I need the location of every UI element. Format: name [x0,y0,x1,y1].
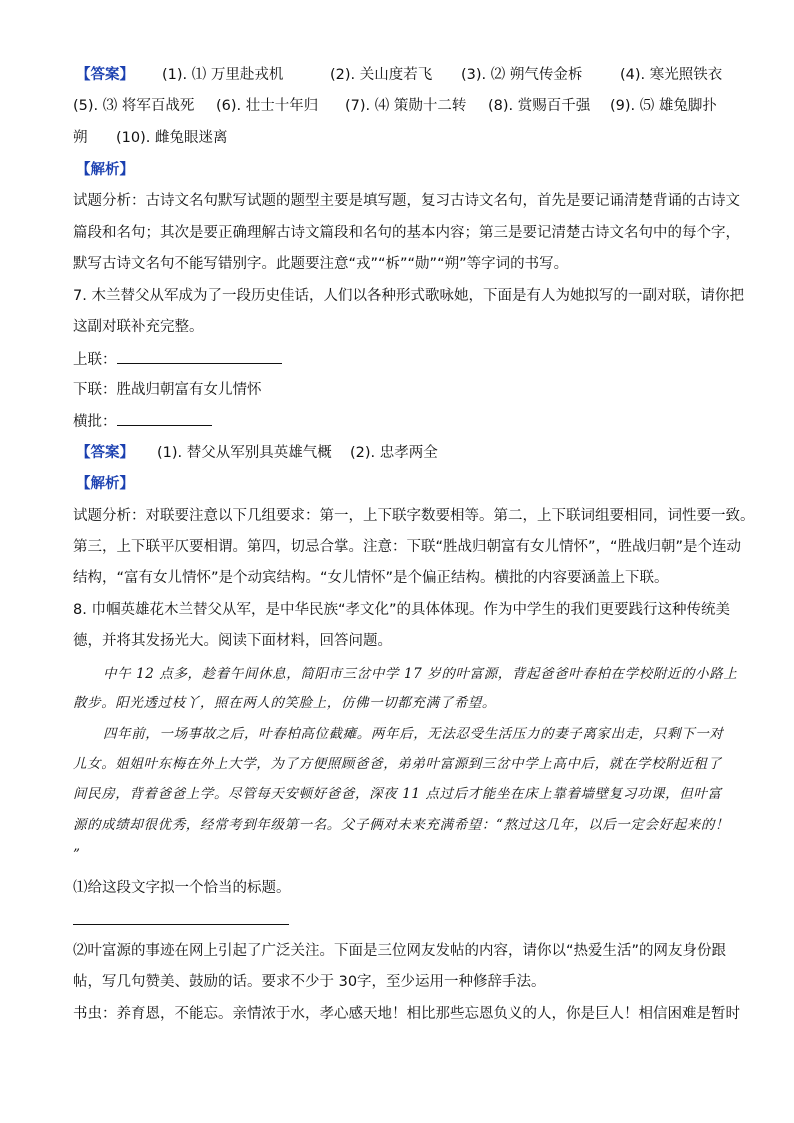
passage-line: 中午 12 点多，趁着午间休息，简阳市三岔中学 17 岁的叶富源，背起爸爸叶春柏在学校附近的小路上 [103,666,738,682]
analysis-tag: 【解析】 [76,476,134,492]
upper-couplet-line [73,349,282,370]
answer-item: (1). 替父从军别具英雄气概 [157,445,332,461]
horizontal-scroll-blank[interactable] [117,411,212,426]
horizontal-scroll-label: 横批： [73,414,117,430]
answer-item: (9). ⑸ 雄兔脚扑 [610,98,717,114]
question-line: 8. 巾帼英雄花木兰替父从军，是中华民族“孝文化”的具体体现。作为中学生的我们更要践行这种传统美 [73,602,730,618]
passage-line: 间民房，背着爸爸上学。尽管每天安顿好爸爸，深夜 11 点过后才能坐在床上靠着墙壁复习功课，但叶富 [73,786,722,802]
lower-couplet-line: 下联：胜战归朝富有女儿情怀 [73,382,262,398]
answer-item: (5). ⑶ 将军百战死 [73,98,195,114]
subquestion-1: ⑴给这段文字拟一个恰当的标题。 [73,880,291,896]
horizontal-scroll-line [73,411,212,432]
analysis-line: 默写古诗文名句不能写错别字。此题要注意“戎”“柝”“勋”“朔”等字词的书写。 [73,256,569,272]
passage-line: ” [73,847,81,863]
analysis-line: 第三，上下联平仄要相谓。第四，切忌合掌。注意：下联“胜战归朝富有女儿情怀”，“胜战归朝”是个连动 [73,539,742,555]
answer-item: (4). 寒光照铁衣 [620,67,723,83]
upper-couplet-blank[interactable] [117,349,282,364]
analysis-line: 试题分析：古诗文名句默写试题的题型主要是填写题，复习古诗文名句，首先是要记诵清楚背诵的古诗文 [73,193,740,209]
answer-item: (2). 关山度若飞 [330,67,433,83]
answer-item: (3). ⑵ 朔气传金柝 [461,67,583,83]
analysis-tag: 【解析】 [76,162,134,178]
answer-item: (1). ⑴ 万里赴戎机 [162,67,284,83]
title-answer-blank[interactable] [73,924,289,925]
upper-couplet-label: 上联： [73,352,117,368]
answer-item: (6). 壮士十年归 [216,98,319,114]
answer-item: 朔 [73,130,88,146]
answer-item: (10). 雌兔眼迷离 [116,130,228,146]
subquestion-2-line: 帖，写几句赞美、鼓励的话。要求不少于 30字，至少运用一种修辞手法。 [73,974,546,990]
answer-item: (7). ⑷ 策勋十二转 [345,98,467,114]
subquestion-2-line: ⑵叶富源的事迹在网上引起了广泛关注。下面是三位网友发帖的内容，请你以“热爱生活”的网友身份跟 [73,943,727,959]
passage-line: 儿女。姐姐叶东梅在外上大学，为了方便照顾爸爸，弟弟叶富源到三岔中学上高中后，就在学校附近租了 [73,756,722,772]
question-line: 7. 木兰替父从军成为了一段历史佳话，人们以各种形式歌咏她，下面是有人为她拟写的一副对联，请你把 [73,288,744,304]
analysis-line: 试题分析：对联要注意以下几组要求：第一，上下联字数要相等。第二，上下联词组要相同，词性要一致。 [73,508,755,524]
passage-line: 四年前，一场事故之后，叶春柏高位截瘫。两年后，无法忍受生活压力的妻子离家出走，只剩下一对 [103,726,724,742]
answer-tag: 【答案】 [76,445,134,461]
answer-item: (2). 忠孝两全 [350,445,438,461]
question-line: 德，并将其发扬光大。阅读下面材料，回答问题。 [73,633,392,649]
answer-tag: 【答案】 [76,67,134,83]
passage-line: 源的成绩却很优秀，经常考到年级第一名。父子俩对未来充满希望：“熬过这几年，以后一定会好起来的！ [73,817,730,833]
passage-line: 散步。阳光透过枝丫，照在两人的笑脸上，仿佛一切都充满了希望。 [73,695,496,711]
analysis-line: 篇段和名句；其次是要正确理解古诗文篇段和名句的基本内容；第三是要记清楚古诗文名句中的每个字， [73,225,740,241]
answer-item: (8). 赏赐百千强 [488,98,591,114]
question-line: 这副对联补充完整。 [73,319,204,335]
analysis-line: 结构，“富有女儿情怀”是个动宾结构。“女儿情怀”是个偏正结构。横批的内容要涵盖上下联。 [73,570,669,586]
forum-post-line: 书虫：养育恩，不能忘。亲情浓于水，孝心感天地！相比那些忘恩负义的人，你是巨人！相信困难是暂时 [73,1006,740,1022]
